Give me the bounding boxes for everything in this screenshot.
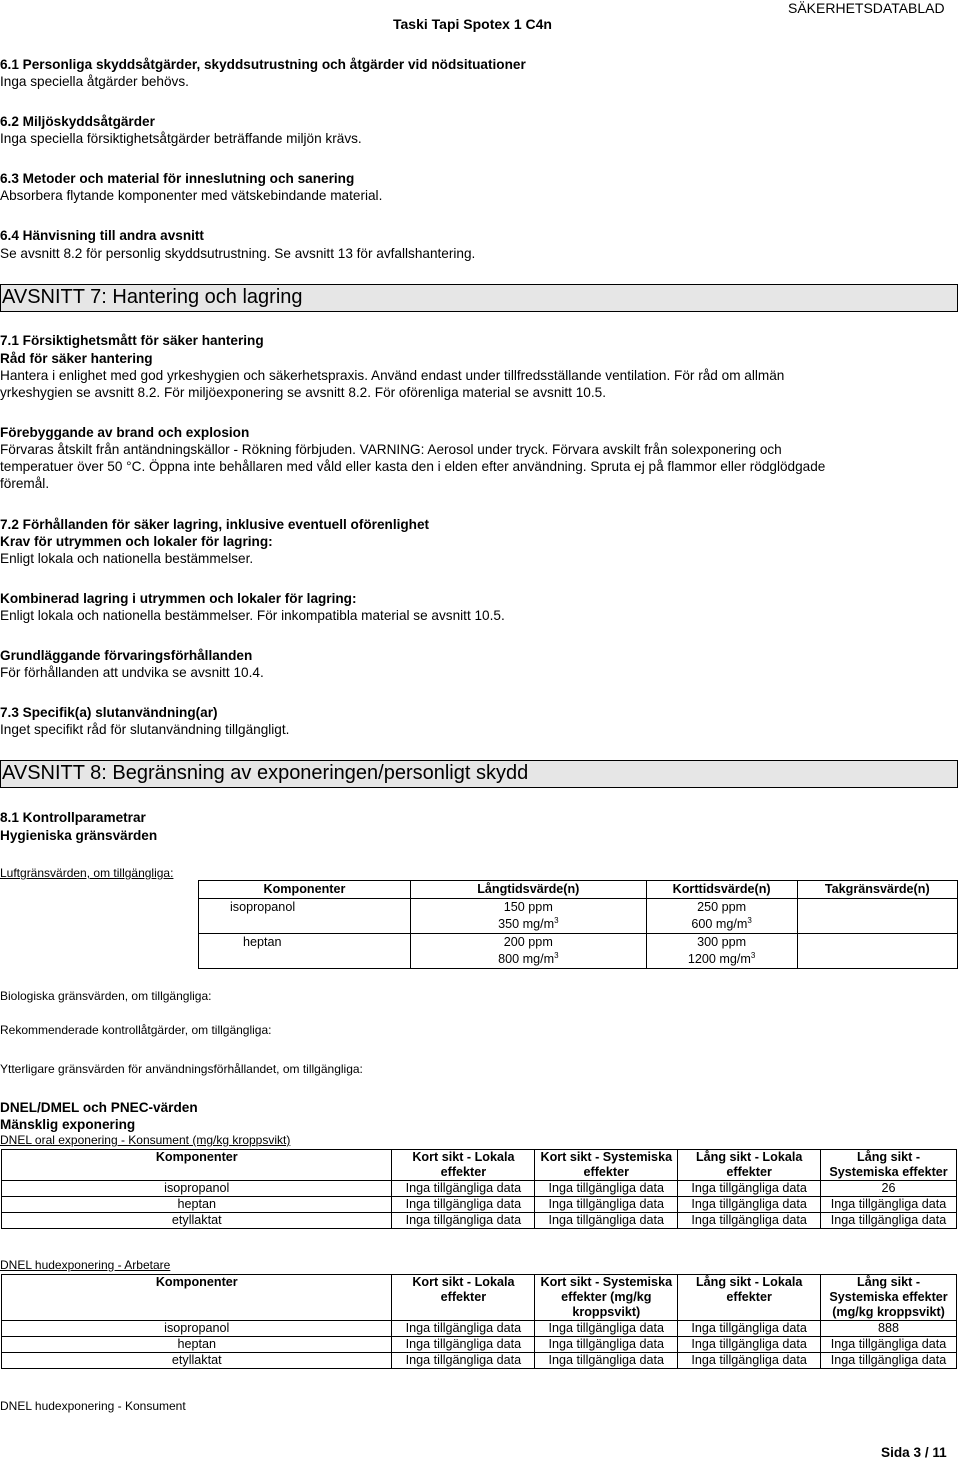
table-cell: Inga tillgängliga data: [678, 1197, 821, 1213]
s7-1-text-line2: yrkeshygien se avsnitt 8.2. För miljöexponering se avsnitt 8.2. För oförenliga material se avsnitt 10.5.: [0, 385, 606, 400]
table-header-cell: Lång sikt - Lokala effekter: [678, 1150, 821, 1181]
table-header-cell: Komponenter: [2, 1150, 392, 1181]
control-measures-caption: Rekommenderade kontrollåtgärder, om tillgängliga:: [0, 1023, 272, 1037]
table-row: [2, 1353, 957, 1369]
table-cell: Inga tillgängliga data: [392, 1181, 535, 1197]
table-header-cell: Kort sikt - Systemiska effekter (mg/kg kroppsvikt): [535, 1275, 678, 1321]
s6-4-text: Se avsnitt 8.2 för personlig skyddsutrustning. Se avsnitt 13 för avfallshantering.: [0, 246, 476, 261]
air-row-ceiling: [797, 934, 957, 969]
table-cell: isopropanol: [2, 1181, 392, 1197]
air-limits-table: [198, 880, 958, 969]
dnel-oral-caption: DNEL oral exponering - Konsument (mg/kg kroppsvikt): [0, 1133, 291, 1147]
table-row: [2, 1321, 957, 1337]
table-cell: Inga tillgängliga data: [392, 1337, 535, 1353]
s6-3-text: Absorbera flytande komponenter med vätskebindande material.: [0, 188, 383, 203]
table-cell: Inga tillgängliga data: [678, 1321, 821, 1337]
table-row: [2, 1213, 957, 1229]
s6-1-text: Inga speciella åtgärder behövs.: [0, 74, 189, 89]
air-row-long-mg: 800 mg/m: [498, 952, 555, 966]
air-row-short-ppm: 250 ppm: [697, 900, 747, 914]
air-row-long-ppm: 150 ppm: [503, 900, 553, 914]
fire-text-line3: föremål.: [0, 476, 50, 491]
table-header-cell: Kort sikt - Systemiska effekter: [535, 1150, 678, 1181]
air-header-components: Komponenter: [199, 881, 411, 899]
air-row-name: heptan: [199, 934, 411, 969]
table-cell: Inga tillgängliga data: [535, 1353, 678, 1369]
table-row: [199, 934, 958, 969]
superscript: 3: [747, 915, 752, 925]
table-cell: Inga tillgängliga data: [535, 1213, 678, 1229]
fire-text-line2: temperatuer över 50 °C. Öppna inte behållaren med våld eller kasta den i elden efter användning. Spruta ej på flammor eller rödglödgade: [0, 459, 826, 474]
table-cell: 888: [821, 1321, 957, 1337]
table-cell: Inga tillgängliga data: [821, 1337, 957, 1353]
superscript: 3: [554, 950, 559, 960]
s6-1-heading: 6.1 Personliga skyddsåtgärder, skyddsutrustning och åtgärder vid nödsituationer: [0, 57, 526, 72]
air-row-short-ppm: 300 ppm: [697, 935, 747, 949]
superscript: 3: [554, 915, 559, 925]
table-cell: heptan: [2, 1337, 392, 1353]
s6-2-heading: 6.2 Miljöskyddsåtgärder: [0, 114, 155, 129]
air-row-name: isopropanol: [199, 899, 411, 934]
s6-3-heading: 6.3 Metoder och material för inneslutning och sanering: [0, 171, 355, 186]
table-row: [199, 899, 958, 934]
table-header-cell: Komponenter: [2, 1275, 392, 1321]
basic-storage-heading: Grundläggande förvaringsförhållanden: [0, 648, 253, 663]
combined-storage-heading: Kombinerad lagring i utrymmen och lokaler för lagring:: [0, 591, 357, 606]
fire-heading: Förebyggande av brand och explosion: [0, 425, 250, 440]
page-number: Sida 3 / 11: [881, 1445, 947, 1460]
document-title: Taski Tapi Spotex 1 C4n: [393, 16, 552, 32]
table-cell: 26: [821, 1181, 957, 1197]
table-cell: Inga tillgängliga data: [821, 1213, 957, 1229]
table-cell: Inga tillgängliga data: [821, 1353, 957, 1369]
fire-text-line1: Förvaras åtskilt från antändningskällor - Rökning förbjuden. VARNING: Aerosol under tryck. Förvara avskilt från solexponering och: [0, 442, 782, 457]
table-cell: heptan: [2, 1197, 392, 1213]
hygiene-limits-heading: Hygieniska gränsvärden: [0, 828, 158, 843]
dnel-oral-table: [1, 1149, 957, 1229]
table-cell: Inga tillgängliga data: [392, 1321, 535, 1337]
table-cell: Inga tillgängliga data: [821, 1197, 957, 1213]
storage-req-text: Enligt lokala och nationella bestämmelser.: [0, 551, 254, 566]
table-header-cell: Kort sikt - Lokala effekter: [392, 1150, 535, 1181]
dnel-skin-consumer-caption: DNEL hudexponering - Konsument: [0, 1399, 186, 1413]
s7-3-text: Inget specifikt råd för slutanvändning tillgängligt.: [0, 722, 290, 737]
table-cell: Inga tillgängliga data: [392, 1353, 535, 1369]
table-row: [2, 1181, 957, 1197]
basic-storage-text: För förhållanden att undvika se avsnitt 10.4.: [0, 665, 264, 680]
table-cell: Inga tillgängliga data: [392, 1213, 535, 1229]
table-cell: Inga tillgängliga data: [535, 1197, 678, 1213]
air-row-long-ppm: 200 ppm: [503, 935, 553, 949]
table-cell: Inga tillgängliga data: [678, 1181, 821, 1197]
table-cell: etyllaktat: [2, 1353, 392, 1369]
s7-1-heading: 7.1 Försiktighetsmått för säker hantering: [0, 333, 264, 348]
air-header-long: Långtidsvärde(n): [410, 881, 646, 899]
table-header-cell: Lång sikt - Systemiska effekter: [821, 1150, 957, 1181]
document-type: SÄKERHETSDATABLAD: [788, 0, 945, 16]
table-cell: Inga tillgängliga data: [535, 1337, 678, 1353]
combined-storage-text: Enligt lokala och nationella bestämmelser. För inkompatibla material se avsnitt 10.5.: [0, 608, 505, 623]
bio-limits-caption: Biologiska gränsvärden, om tillgängliga:: [0, 989, 212, 1003]
table-cell: Inga tillgängliga data: [678, 1337, 821, 1353]
s7-2-heading: 7.2 Förhållanden för säker lagring, inklusive eventuell oförenlighet: [0, 517, 430, 532]
table-row: [2, 1337, 957, 1353]
dnel-skin-worker-caption: DNEL hudexponering - Arbetare: [0, 1258, 171, 1272]
human-exposure-heading: Mänsklig exponering: [0, 1117, 136, 1132]
s8-1-heading: 8.1 Kontrollparametrar: [0, 810, 146, 825]
s6-2-text: Inga speciella försiktighetsåtgärder beträffande miljön krävs.: [0, 131, 362, 146]
s6-4-heading: 6.4 Hänvisning till andra avsnitt: [0, 228, 204, 243]
s7-3-heading: 7.3 Specifik(a) slutanvändning(ar): [0, 705, 218, 720]
storage-req-heading: Krav för utrymmen och lokaler för lagring:: [0, 534, 273, 549]
air-header-short: Korttidsvärde(n): [646, 881, 797, 899]
air-row-short-mg: 1200 mg/m: [687, 952, 751, 966]
air-row-short-mg: 600 mg/m: [691, 917, 748, 931]
table-cell: Inga tillgängliga data: [678, 1353, 821, 1369]
table-header-cell: Lång sikt - Lokala effekter: [678, 1275, 821, 1321]
air-row-ceiling: [797, 899, 957, 934]
s7-1-text-line1: Hantera i enlighet med god yrkeshygien och säkerhetspraxis. Använd endast under tillfredsställande ventilation. För råd om allmän: [0, 368, 785, 383]
table-cell: Inga tillgängliga data: [535, 1181, 678, 1197]
table-cell: isopropanol: [2, 1321, 392, 1337]
table-cell: Inga tillgängliga data: [392, 1197, 535, 1213]
table-cell: Inga tillgängliga data: [678, 1213, 821, 1229]
table-header-cell: Lång sikt - Systemiska effekter (mg/kg kroppsvikt): [821, 1275, 957, 1321]
table-cell: etyllaktat: [2, 1213, 392, 1229]
superscript: 3: [750, 950, 756, 960]
extra-limits-caption: Ytterligare gränsvärden för användningsförhållandet, om tillgängliga:: [0, 1062, 363, 1076]
dnel-heading: DNEL/DMEL och PNEC-värden: [0, 1100, 198, 1115]
section-8-header: AVSNITT 8: Begränsning av exponeringen/personligt skydd: [0, 760, 958, 788]
air-header-ceiling: Takgränsvärde(n): [797, 881, 957, 899]
section-7-header: AVSNITT 7: Hantering och lagring: [0, 284, 958, 312]
table-cell: Inga tillgängliga data: [535, 1321, 678, 1337]
table-header-cell: Kort sikt - Lokala effekter: [392, 1275, 535, 1321]
dnel-skin-worker-table: [1, 1274, 957, 1369]
air-limits-caption: Luftgränsvärden, om tillgängliga:: [0, 866, 174, 880]
s7-1-subheading: Råd för säker hantering: [0, 351, 153, 366]
table-row: [2, 1197, 957, 1213]
air-row-long-mg: 350 mg/m: [498, 917, 555, 931]
